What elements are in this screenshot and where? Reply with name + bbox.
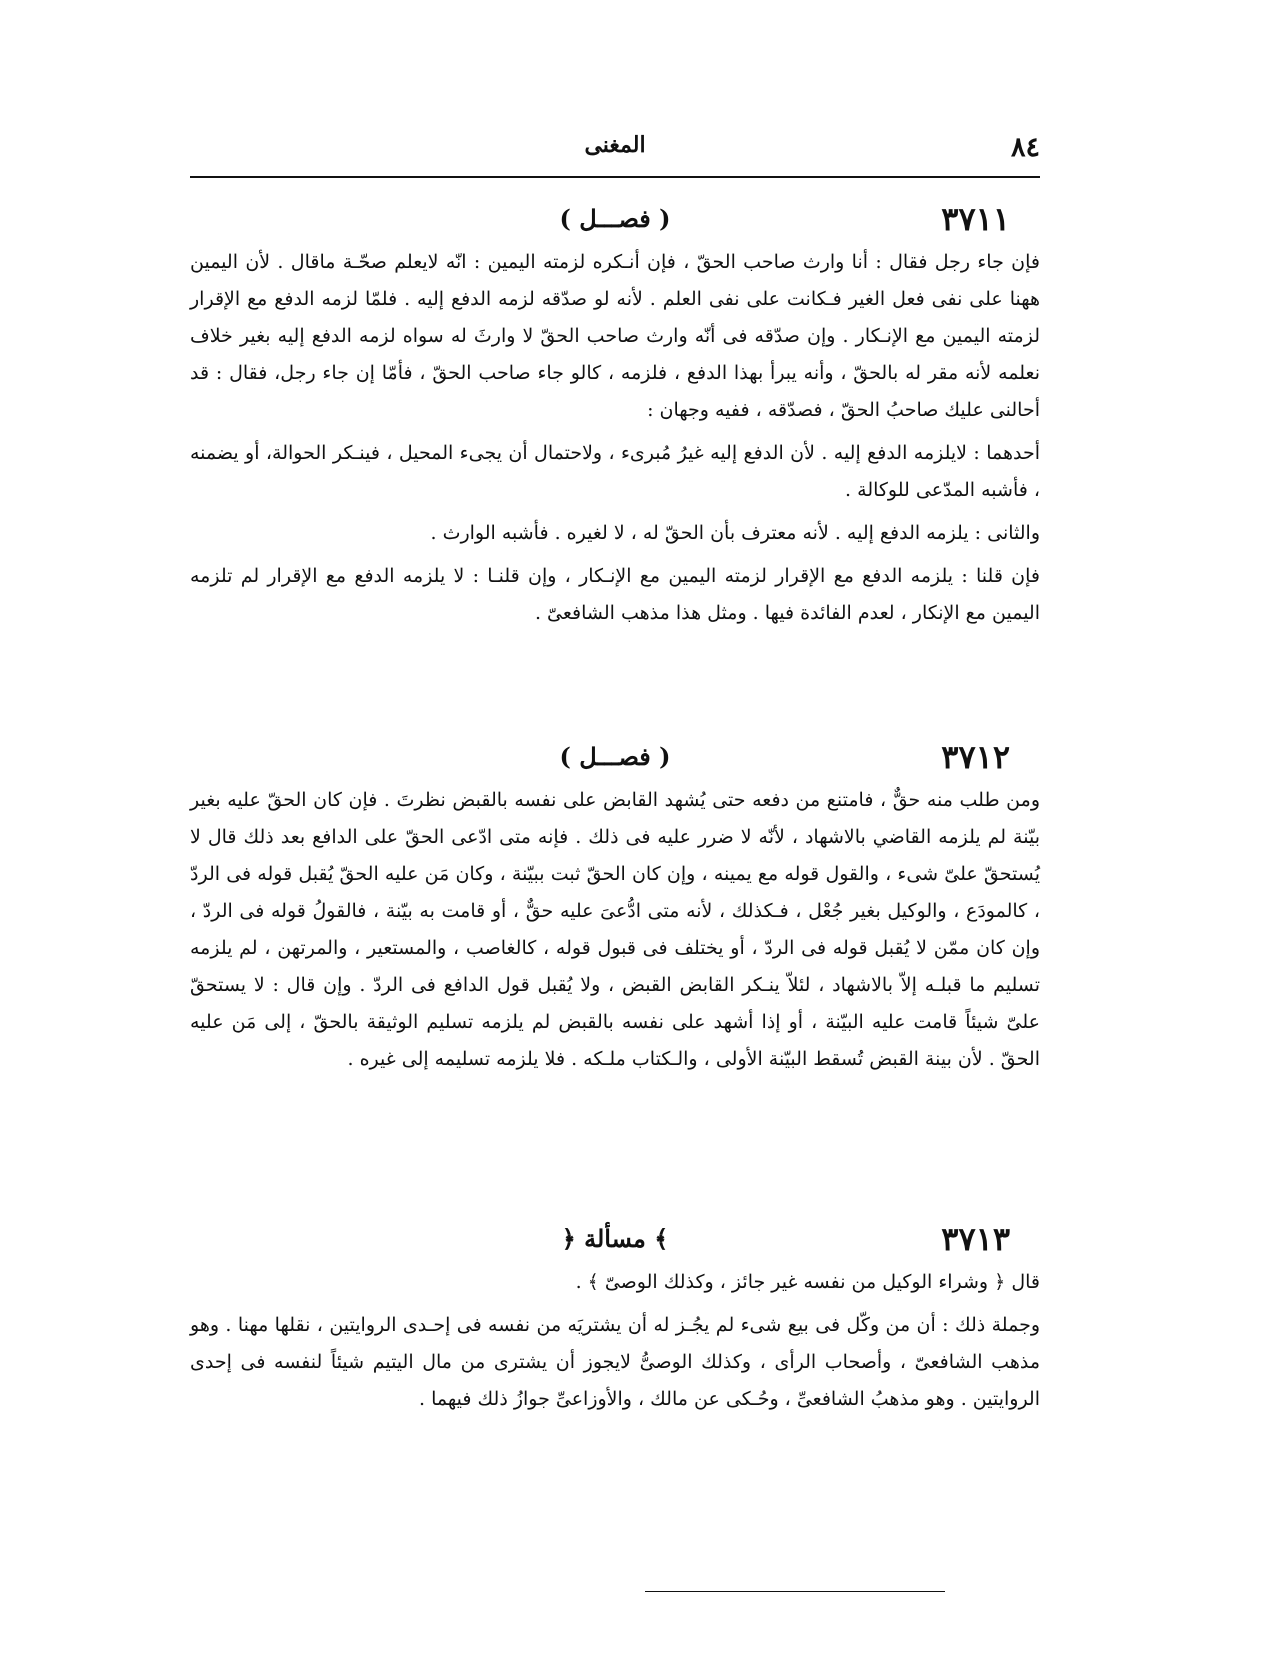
section-number: ٣٧١٣ [941,1220,1010,1258]
paragraph: فإن جاء رجل فقال : أنا وارث صاحب الحقّ ، فإن أنـكره لزمته اليمين : انّه لايعلم صحّـة ماقال . لأن اليمين ههنا على نفى فعل الغير فـكانت على نفى العلم . لأنه لو صدّقه لزمه الدفع إليه . فلمّا لزمه الدفع مع الإقرار لزمته اليمين مع الإنـكار . وإن صدّقه فى أنّه وارث صاحب الحقّ لا وارثَ له سواه لزمه الدفع إليه بغير خلاف نعلمه لأنه مقر له بالحقّ ، وأنه يبرأ بهذا الدفع ، فلزمه ، كالو جاء صاحب الحقّ ، فأمّا إن جاء رجل، فقال : قد أحالنى عليك صاحبُ الحقّ ، فصدّقه ، ففيه وجهان : [190,251,1040,421]
section-title: ﴿ مسألة ﴾ [561,1224,669,1253]
section-number: ٣٧١٢ [941,738,1010,776]
section-heading [190,1220,1040,1264]
page-number: ٨٤ [1010,132,1040,163]
section-heading [190,738,1040,782]
section-title: ( فصـــل ) [559,204,671,233]
paragraph: ومن طلب منه حقٌّ ، فامتنع من دفعه حتى يُشهد القابض على نفسه بالقبض نظرتَ . فإن كان الحقّ عليه بغير بيّنة لم يلزمه القاضي بالاشهاد ، لأنّه لا ضرر عليه فى ذلك . فإنه متى ادّعى الحقّ على الدافع بعد ذلك قال لا يُستحقّ علىّ شىء ، والقول قوله مع يمينه ، وإن كان الحقّ ثبت ببيّنة ، وكان مَن عليه الحقّ يُقبل قوله فى الردّ ، كالمودَع ، والوكيل بغير جُعْل ، فـكذلك ، لأنه متى ادُّعىَ عليه حقٌّ ، أو قامت به بيّنة ، فالقولُ قوله فى الردّ ، وإن كان ممّن لا يُقبل قوله فى الردّ ، أو يختلف فى قبول قوله ، كالغاصب ، والمستعير ، والمرتهن ، لم يلزمه تسليم ما قبلـه إلاّ بالاشهاد ، لئلاّ ينـكر القابض القبض ، ولا يُقبل قول الدافع فى الردّ . وإن قال : لا يستحقّ علىّ شيئاً قامت عليه البيّنة ، أو إذا أشهد على نفسه بالقبض لم يلزمه تسليم الوثيقة بالحقّ ، إلى مَن عليه الحقّ . لأن بينة القبض تُسقط البيّنة الأولى ، والـكتاب ملـكه . فلا يلزمه تسليمه إلى غيره . [190,789,1040,1070]
footer-divider [645,1591,945,1592]
section-heading [190,200,1040,244]
section-title: ( فصـــل ) [559,742,671,771]
paragraph: أحدهما : لايلزمه الدفع إليه . لأن الدفع إليه غيرُ مُبرىء ، ولاحتمال أن يجىء المحيل ، فينـكر الحوالة، أو يضمنه ، فأشبه المدّعى للوكالة . [190,442,1040,501]
section-3713 [190,1220,1040,1424]
section-number: ٣٧١١ [941,200,1010,238]
section-3711 [190,200,1040,638]
running-title: المغنى [584,132,646,158]
page-header [190,132,1040,174]
paragraph: فإن قلنا : يلزمه الدفع مع الإقرار لزمته اليمين مع الإنـكار ، وإن قلنـا : لا يلزمه الدفع مع الإقرار لم تلزمه اليمين مع الإنكار ، لعدم الفائدة فيها . ومثل هذا مذهب الشافعىّ . [190,565,1040,624]
paragraph: والثانى : يلزمه الدفع إليه . لأنه معترف بأن الحقّ له ، لا لغيره . فأشبه الوارث . [430,522,1040,544]
paragraph: وجملة ذلك : أن من وكّل فى بيع شىء لم يجُـز له أن يشتريَه من نفسه فى إحـدى الروايتين ، نقلها مهنا . وهو مذهب الشافعىّ ، وأصحاب الرأى ، وكذلك الوصىُّ لايجوز أن يشترى من مال اليتيم شيئاً لنفسه فى إحدى الروايتين . وهو مذهبُ الشافعىِّ ، وحُـكى عن مالك ، والأوزاعىِّ جوازُ ذلك فيهما . [190,1314,1040,1410]
paragraph: قال ﴿ وشراء الوكيل من نفسه غير جائز ، وكذلك الوصىّ ﴾ . [575,1271,1040,1293]
header-divider [190,176,1040,178]
section-3712 [190,738,1040,1084]
